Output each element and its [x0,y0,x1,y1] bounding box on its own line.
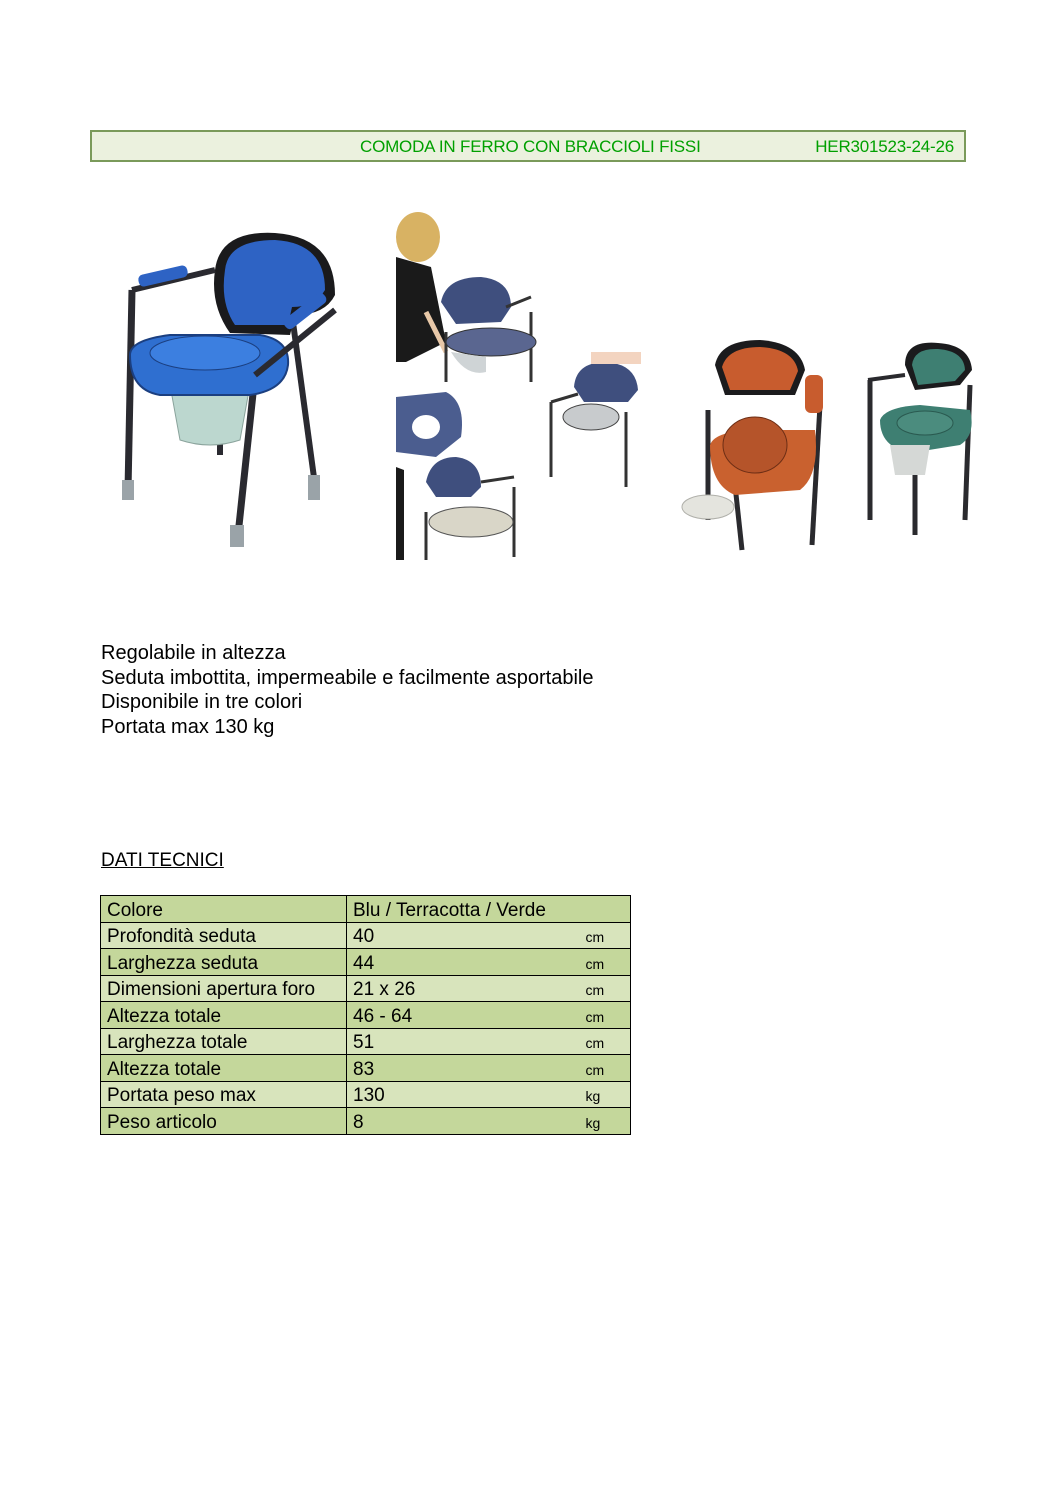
spec-label: Altezza totale [101,1055,347,1082]
spec-unit: cm [586,1055,631,1082]
spec-value: 46 - 64 [347,1002,586,1029]
blue-commode-chair-photo [110,225,360,560]
feature-line: Seduta imbottita, impermeabile e facilmente asportabile [101,666,594,689]
spec-label: Peso articolo [101,1108,347,1135]
table-row [101,1081,631,1108]
spec-label: Larghezza totale [101,1028,347,1055]
spec-unit: cm [586,949,631,976]
spec-unit: kg [586,1108,631,1135]
spec-label: Dimensioni apertura foro [101,975,347,1002]
table-row [101,1028,631,1055]
spec-label: Larghezza seduta [101,949,347,976]
spec-value: 130 [347,1081,586,1108]
table-row [101,896,631,923]
spec-value: 51 [347,1028,586,1055]
spec-value: 8 [347,1108,586,1135]
table-row [101,1108,631,1135]
features-list [101,641,593,739]
spec-unit: kg [586,1081,631,1108]
tech-data-title: DATI TECNICI [101,850,224,871]
spec-label: Portata peso max [101,1081,347,1108]
spec-value: 83 [347,1055,586,1082]
spec-label: Altezza totale [101,1002,347,1029]
table-row [101,922,631,949]
table-row [101,1002,631,1029]
header-bar [90,130,966,162]
spec-value: 21 x 26 [347,975,586,1002]
spec-unit: cm [586,1028,631,1055]
spec-label: Profondità seduta [101,922,347,949]
feature-line: Portata max 130 kg [101,715,275,738]
spec-value: 44 [347,949,586,976]
feature-line: Regolabile in altezza [101,642,286,664]
spec-unit: cm [586,975,631,1002]
spec-value: Blu / Terracotta / Verde [347,896,631,923]
spec-value: 40 [347,922,586,949]
product-title: COMODA IN FERRO CON BRACCIOLI FISSI [360,137,701,156]
feature-line: Disponibile in tre colori [101,691,303,713]
table-row [101,975,631,1002]
tech-spec-table [100,895,631,1135]
spec-label: Colore [101,896,347,923]
table-row [101,1055,631,1082]
table-row [101,949,631,976]
product-code: HER301523-24-26 [815,137,954,156]
assembly-steps-photo [396,212,646,560]
spec-unit: cm [586,922,631,949]
terracotta-and-green-chairs-photo [680,335,990,555]
spec-unit: cm [586,1002,631,1029]
